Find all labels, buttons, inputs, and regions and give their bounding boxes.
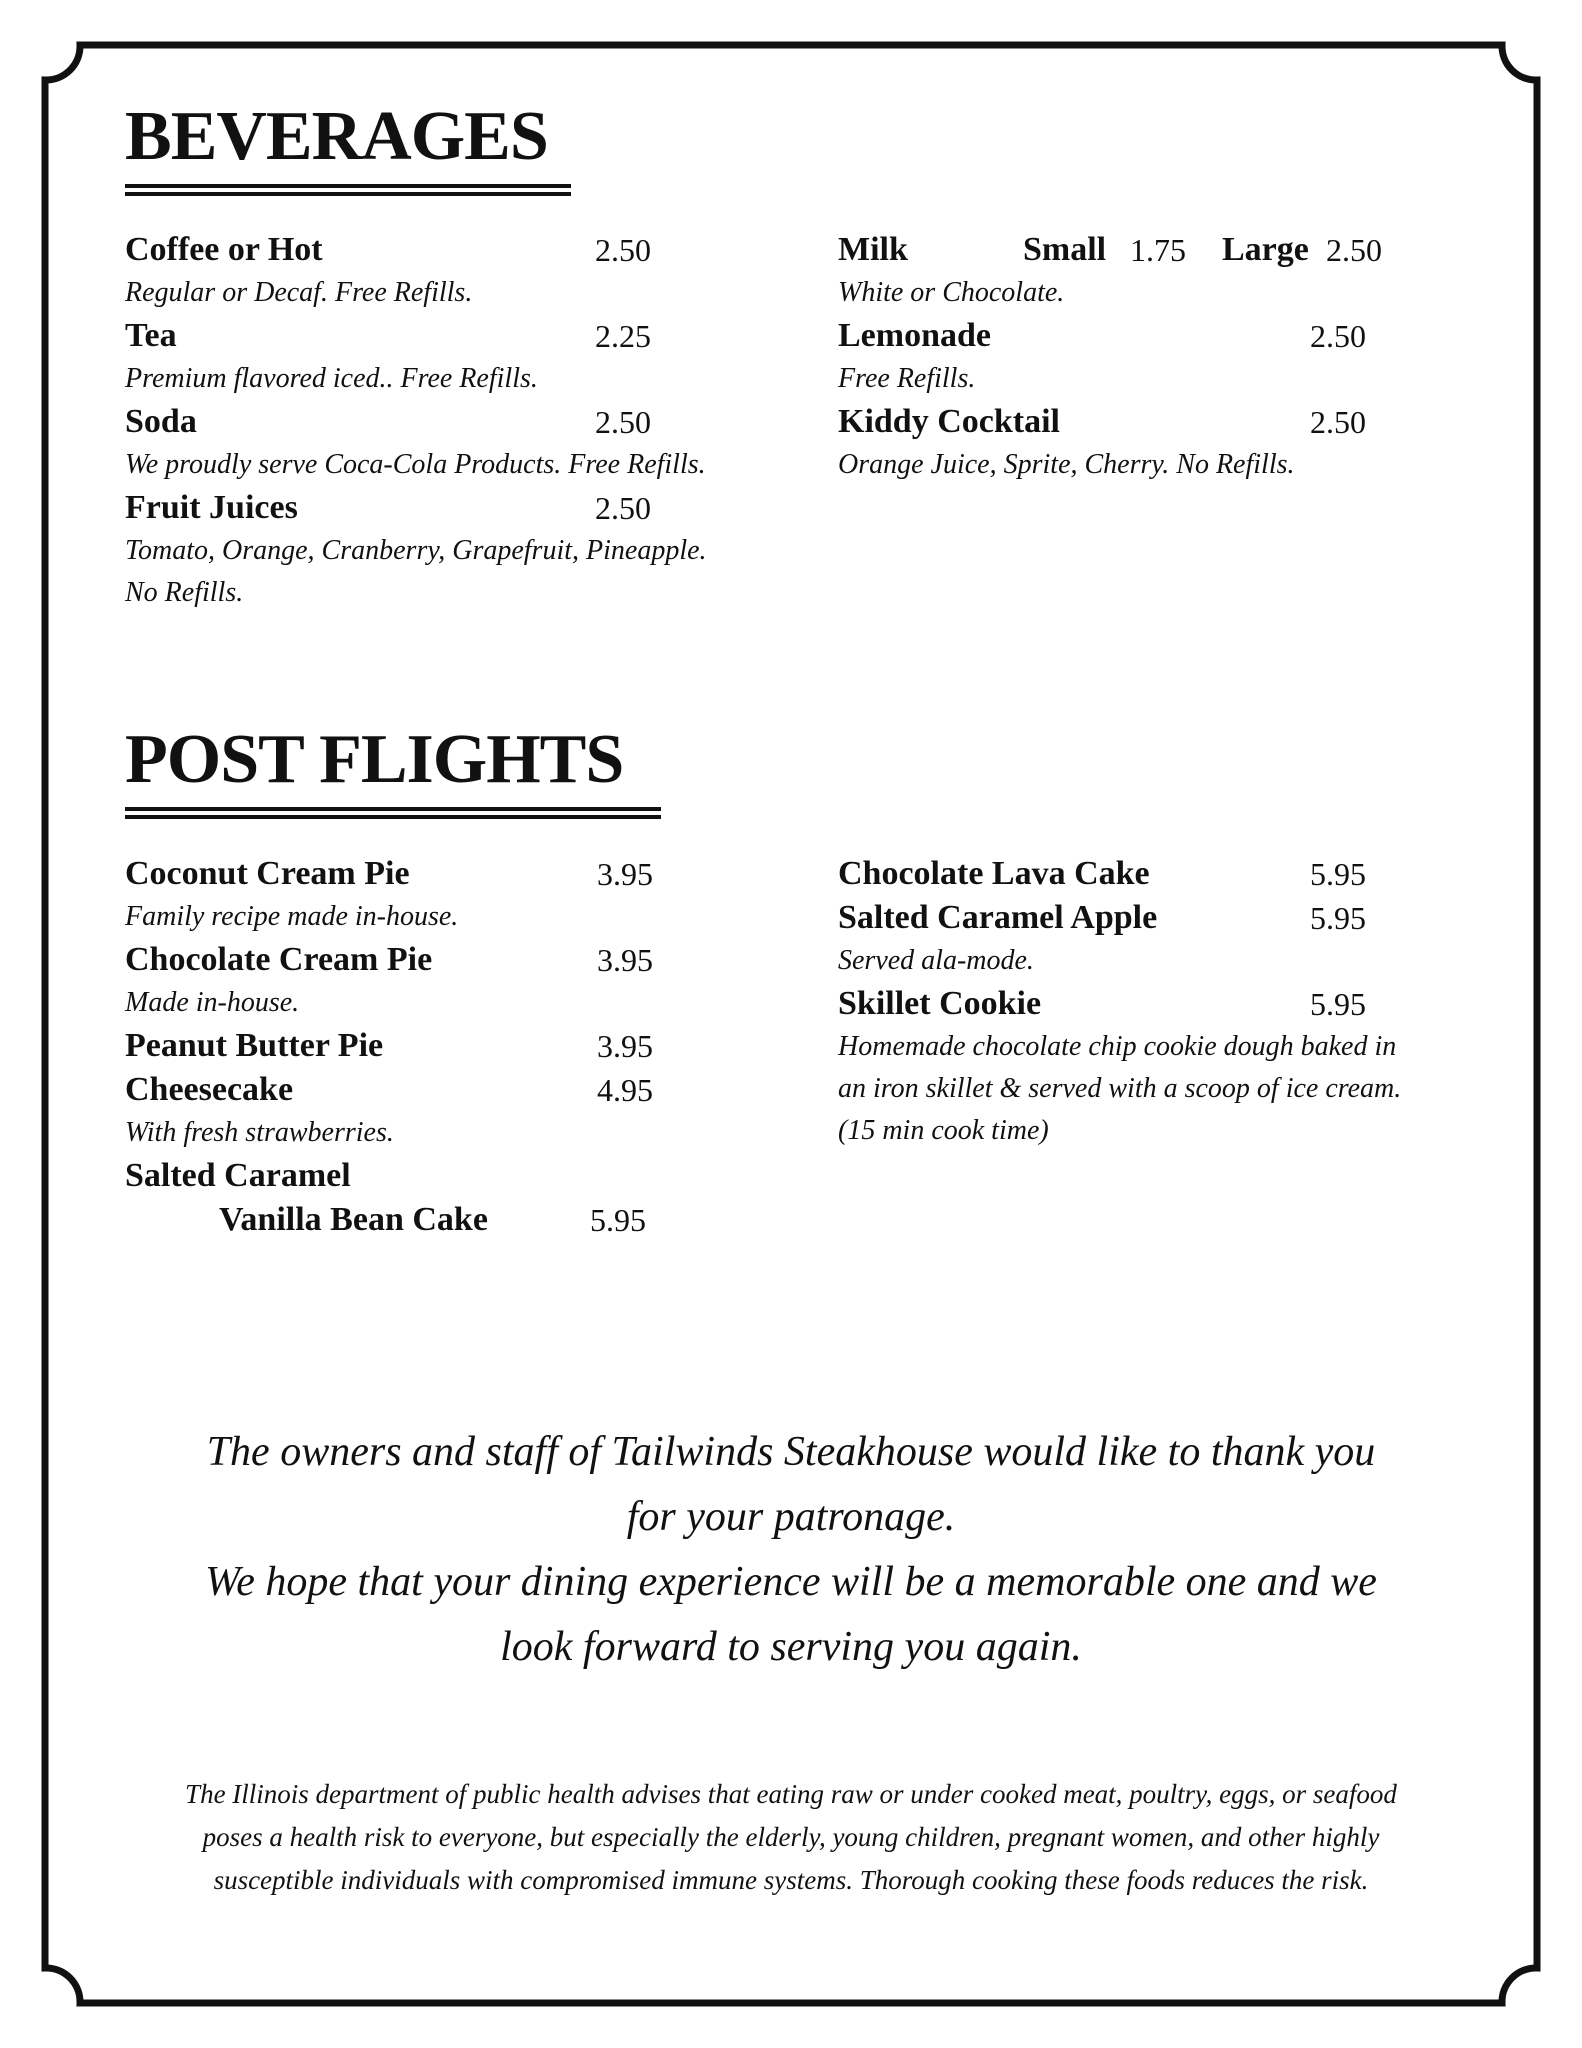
item-name: Milk	[838, 231, 908, 268]
menu-item-coconut-cream-pie	[125, 852, 805, 938]
post-flights-right-column	[838, 852, 1518, 1152]
item-name-line2: Vanilla Bean Cake	[219, 1201, 488, 1238]
closing-line: We hope that your dining experience will be a memorable one and we	[205, 1559, 1377, 1605]
milk-large-label: Large	[1222, 231, 1309, 268]
item-name: Fruit Juices	[125, 489, 298, 526]
post-flights-title-rule	[125, 807, 661, 819]
item-price: 2.50	[595, 404, 651, 440]
item-price: 2.50	[595, 490, 651, 526]
item-description: We proudly serve Coca-Cola Products. Free Refills.	[125, 449, 706, 480]
item-description: Family recipe made in-house.	[125, 901, 459, 932]
item-price: 2.50	[595, 232, 651, 268]
item-price: 5.95	[1310, 986, 1366, 1022]
menu-item-salted-caramel-apple	[838, 896, 1518, 982]
disclaimer-line: susceptible individuals with compromised immune systems. Thorough cooking these foods reduces the risk.	[213, 1865, 1369, 1895]
beverages-title-rule	[125, 184, 571, 196]
menu-item-chocolate-lava-cake	[838, 852, 1518, 896]
item-description: an iron skillet & served with a scoop of ice cream.	[838, 1073, 1402, 1104]
item-description: Premium flavored iced.. Free Refills.	[125, 363, 538, 394]
item-name: Peanut Butter Pie	[125, 1027, 384, 1064]
milk-small-label: Small	[1023, 231, 1107, 268]
item-name: Coconut Cream Pie	[125, 855, 410, 892]
item-name: Chocolate Lava Cake	[838, 855, 1150, 892]
item-description: Served ala-mode.	[838, 945, 1034, 976]
milk-small-price: 1.75	[1130, 232, 1186, 268]
beverages-title: BEVERAGES	[125, 98, 548, 175]
disclaimer-line: poses a health risk to everyone, but especially the elderly, young children, pregnant women, and other highly	[202, 1822, 1380, 1852]
item-price: 2.50	[1310, 404, 1366, 440]
menu-item-peanut-butter-pie	[125, 1024, 805, 1068]
item-price: 5.95	[590, 1202, 646, 1238]
item-description: Tomato, Orange, Cranberry, Grapefruit, Pineapple.	[125, 535, 707, 566]
disclaimer-line: The Illinois department of public health advises that eating raw or under cooked meat, poultry, eggs, or seafood	[185, 1779, 1397, 1809]
item-description: Homemade chocolate chip cookie dough baked in	[838, 1031, 1397, 1062]
item-name: Kiddy Cocktail	[838, 403, 1060, 440]
item-name: Soda	[125, 403, 197, 440]
menu-item-chocolate-cream-pie	[125, 938, 805, 1024]
closing-line: look forward to serving you again.	[500, 1624, 1082, 1670]
milk-large-price: 2.50	[1326, 232, 1382, 268]
item-price: 5.95	[1310, 856, 1366, 892]
item-price: 3.95	[597, 942, 653, 978]
item-description: White or Chocolate.	[838, 277, 1065, 308]
menu-item-salted-caramel-vanilla-bean-cake	[125, 1154, 805, 1242]
item-description: Regular or Decaf. Free Refills.	[125, 277, 473, 308]
menu-item-kiddy-cocktail	[838, 400, 1518, 486]
beverages-left-column	[125, 228, 805, 614]
item-price: 3.95	[597, 1028, 653, 1064]
item-name-line1: Salted Caramel	[125, 1157, 351, 1194]
item-price: 5.95	[1310, 900, 1366, 936]
menu-item-skillet-cookie	[838, 982, 1518, 1152]
item-description: Free Refills.	[838, 363, 976, 394]
post-flights-left-column	[125, 852, 805, 1242]
menu-item-fruit-juices	[125, 486, 805, 614]
health-disclaimer	[80, 1773, 1502, 1902]
closing-line: The owners and staff of Tailwinds Steakhouse would like to thank you	[206, 1429, 1376, 1475]
item-name: Chocolate Cream Pie	[125, 941, 433, 978]
menu-item-coffee-or-hot	[125, 228, 805, 314]
item-name: Lemonade	[838, 317, 991, 354]
item-description: (15 min cook time)	[838, 1115, 1049, 1146]
item-price: 2.25	[595, 318, 651, 354]
item-name: Tea	[125, 317, 177, 354]
item-name: Skillet Cookie	[838, 985, 1042, 1022]
item-name: Salted Caramel Apple	[838, 899, 1158, 936]
item-price: 4.95	[597, 1072, 653, 1108]
item-name: Coffee or Hot	[125, 231, 323, 268]
menu-item-lemonade	[838, 314, 1518, 400]
menu-item-soda	[125, 400, 805, 486]
closing-message	[80, 1420, 1502, 1680]
item-price: 3.95	[597, 856, 653, 892]
post-flights-title: POST FLIGHTS	[125, 721, 624, 798]
menu-item-milk	[838, 228, 1518, 314]
item-description: No Refills.	[125, 577, 244, 608]
item-price: 2.50	[1310, 318, 1366, 354]
item-description: With fresh strawberries.	[125, 1117, 394, 1148]
item-description: Orange Juice, Sprite, Cherry. No Refills.	[838, 449, 1295, 480]
item-description: Made in-house.	[125, 987, 300, 1018]
menu-item-tea	[125, 314, 805, 400]
beverages-right-column	[838, 228, 1518, 486]
menu-item-cheesecake	[125, 1068, 805, 1154]
closing-line: for your patronage.	[626, 1494, 956, 1540]
item-name: Cheesecake	[125, 1071, 294, 1108]
